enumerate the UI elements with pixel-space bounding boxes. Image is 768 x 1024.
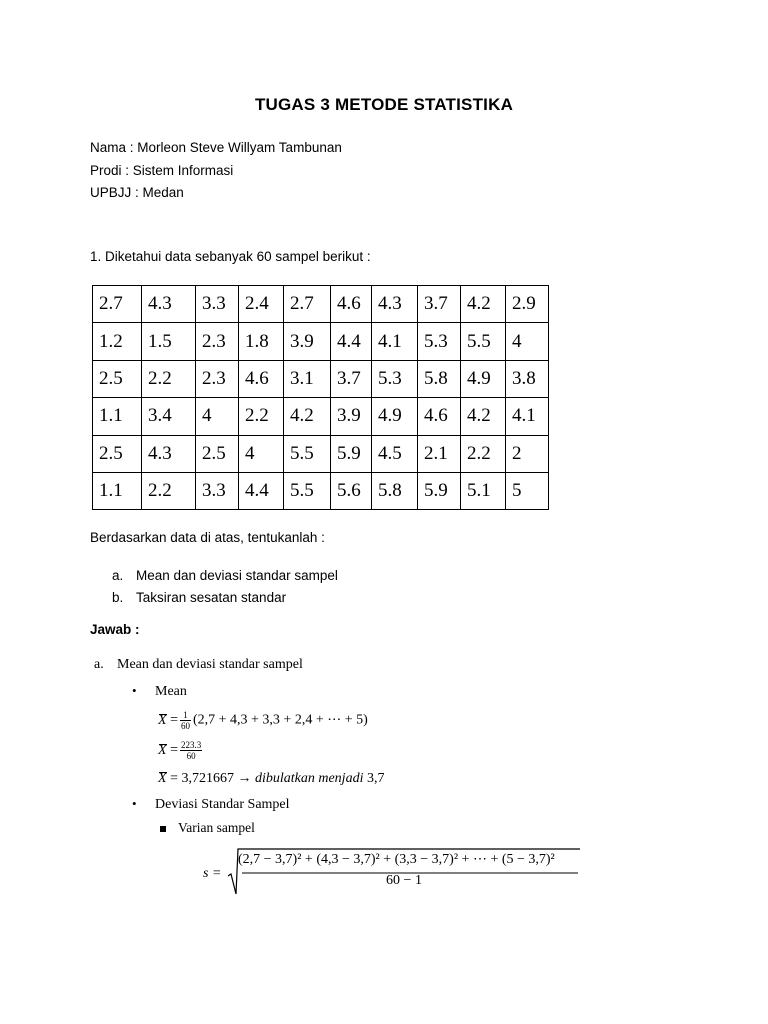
table-row xyxy=(93,286,549,323)
table-cell: 2.4 xyxy=(239,286,284,323)
table-cell: 3.3 xyxy=(196,286,239,323)
fraction xyxy=(180,710,191,731)
student-upbjj: UPBJJ : Medan xyxy=(90,185,184,200)
s-equals: s = xyxy=(203,866,222,881)
square-bullet-icon xyxy=(160,826,166,832)
task-list xyxy=(112,565,338,609)
table-cell: 2.9 xyxy=(506,286,549,323)
std-label: Deviasi Standar Sampel xyxy=(155,797,290,812)
mean-value: = 3,721667 → xyxy=(166,771,255,786)
answer-label: Jawab : xyxy=(90,622,140,637)
fraction-denominator: 60 xyxy=(180,721,190,731)
variance-label: Varian sampel xyxy=(178,820,255,835)
task-text: Taksiran sesatan standar xyxy=(136,590,287,605)
table-cell: 5.5 xyxy=(284,435,331,472)
mean-equation-1: X = $\frac{1}{60}$ (2,7 + 4,3 + 3,3 + 2,4 + ⋯ + 5) xyxy=(158,710,368,731)
table-cell: 4.6 xyxy=(418,398,461,435)
table-cell: 3.7 xyxy=(331,360,372,397)
table-cell: 4.9 xyxy=(372,398,418,435)
table-cell: 4.2 xyxy=(284,398,331,435)
mean-sum-expression: (2,7 + 4,3 + 3,3 + 2,4 + ⋯ + 5) xyxy=(192,712,368,728)
table-cell: 1.5 xyxy=(142,323,196,360)
fraction-numerator: 223.3 xyxy=(180,740,202,750)
table-cell: 5.1 xyxy=(461,472,506,509)
table-cell: 4.3 xyxy=(142,286,196,323)
table-cell: 1.2 xyxy=(93,323,142,360)
table-cell: 4.4 xyxy=(239,472,284,509)
mean-label: Mean xyxy=(155,684,187,699)
table-cell: 2.1 xyxy=(418,435,461,472)
table-cell: 5.5 xyxy=(461,323,506,360)
question-intro: 1. Diketahui data sebanyak 60 sampel berikut : xyxy=(90,249,371,264)
task-text: Mean dan deviasi standar sampel xyxy=(136,568,338,583)
fraction-denominator: 60 xyxy=(186,751,196,761)
table-cell: 4.6 xyxy=(331,286,372,323)
table-cell: 4.6 xyxy=(239,360,284,397)
table-cell: 4.4 xyxy=(331,323,372,360)
table-cell: 2.2 xyxy=(461,435,506,472)
table-cell: 3.1 xyxy=(284,360,331,397)
task-item xyxy=(112,565,338,587)
table-cell: 4 xyxy=(506,323,549,360)
xbar-symbol: X xyxy=(158,771,167,786)
table-cell: 4.1 xyxy=(506,398,549,435)
table-cell: 4 xyxy=(239,435,284,472)
task-item xyxy=(112,587,338,609)
table-cell: 2.2 xyxy=(142,472,196,509)
table-cell: 4.3 xyxy=(372,286,418,323)
table-cell: 3.8 xyxy=(506,360,549,397)
table-row xyxy=(93,435,549,472)
task-letter: b. xyxy=(112,590,124,605)
table-cell: 4.5 xyxy=(372,435,418,472)
sqrt-denominator: 60 − 1 xyxy=(386,873,422,888)
table-cell: 1.1 xyxy=(93,472,142,509)
table-cell: 5 xyxy=(506,472,549,509)
sqrt-expression xyxy=(228,846,580,896)
table-cell: 5.3 xyxy=(372,360,418,397)
xbar-symbol: X xyxy=(158,742,167,758)
table-cell: 5.8 xyxy=(418,360,461,397)
table-cell: 5.6 xyxy=(331,472,372,509)
table-row xyxy=(93,398,549,435)
bullet-dot-icon: • xyxy=(132,683,137,698)
mean-equation-3 xyxy=(158,771,384,787)
student-prodi: Prodi : Sistem Informasi xyxy=(90,162,234,178)
rounded-text: dibulatkan menjadi xyxy=(254,771,364,786)
table-cell: 2.7 xyxy=(284,286,331,323)
table-cell: 4.2 xyxy=(461,398,506,435)
student-name: Nama : Morleon Steve Willyam Tambunan xyxy=(90,140,342,155)
xbar-symbol: X xyxy=(158,712,167,728)
table-cell: 1.1 xyxy=(93,398,142,435)
answer-section-a xyxy=(94,657,303,673)
table-cell: 3.9 xyxy=(284,323,331,360)
table-cell: 5.5 xyxy=(284,472,331,509)
sqrt-numerator: (2,7 − 3,7)² + (4,3 − 3,7)² + (3,3 − 3,7)² + ⋯ + (5 − 3,7)² xyxy=(238,852,555,867)
table-cell: 2.7 xyxy=(93,286,142,323)
document-title: TUGAS 3 METODE STATISTIKA xyxy=(254,95,514,114)
table-cell: 3.9 xyxy=(331,398,372,435)
table-cell: 1.8 xyxy=(239,323,284,360)
instruction-text: Berdasarkan data di atas, tentukanlah : xyxy=(90,530,325,545)
table-cell: 2.2 xyxy=(239,398,284,435)
table-cell: 2 xyxy=(506,435,549,472)
table-row xyxy=(93,360,549,397)
mean-equation-2: X = $\frac{223.3}{60}$ xyxy=(158,740,202,761)
table-cell: 4.3 xyxy=(142,435,196,472)
answer-section-letter: a. xyxy=(94,657,104,672)
table-cell: 2.3 xyxy=(196,323,239,360)
table-row xyxy=(93,323,549,360)
table-cell: 2.2 xyxy=(142,360,196,397)
std-bullet xyxy=(132,796,290,813)
fraction-numerator: 1 xyxy=(180,710,191,721)
table-cell: 3.7 xyxy=(418,286,461,323)
table-cell: 5.9 xyxy=(331,435,372,472)
mean-bullet xyxy=(132,683,187,700)
answer-section-title: Mean dan deviasi standar sampel xyxy=(117,657,303,672)
table-cell: 4 xyxy=(196,398,239,435)
table-cell: 2.5 xyxy=(93,360,142,397)
table-cell: 5.9 xyxy=(418,472,461,509)
table-cell: 3.4 xyxy=(142,398,196,435)
rounded-value: 3,7 xyxy=(363,771,385,786)
table-cell: 5.8 xyxy=(372,472,418,509)
table-cell: 4.2 xyxy=(461,286,506,323)
table-cell: 3.3 xyxy=(196,472,239,509)
task-letter: a. xyxy=(112,568,124,583)
fraction xyxy=(180,740,202,761)
sample-data-table xyxy=(92,285,549,510)
table-cell: 2.3 xyxy=(196,360,239,397)
variance-bullet xyxy=(160,820,255,836)
bullet-dot-icon: • xyxy=(132,796,137,811)
table-cell: 5.3 xyxy=(418,323,461,360)
table-cell: 4.1 xyxy=(372,323,418,360)
table-row xyxy=(93,472,549,509)
table-cell: 2.5 xyxy=(93,435,142,472)
student-info xyxy=(90,137,342,205)
table-cell: 4.9 xyxy=(461,360,506,397)
table-cell: 2.5 xyxy=(196,435,239,472)
